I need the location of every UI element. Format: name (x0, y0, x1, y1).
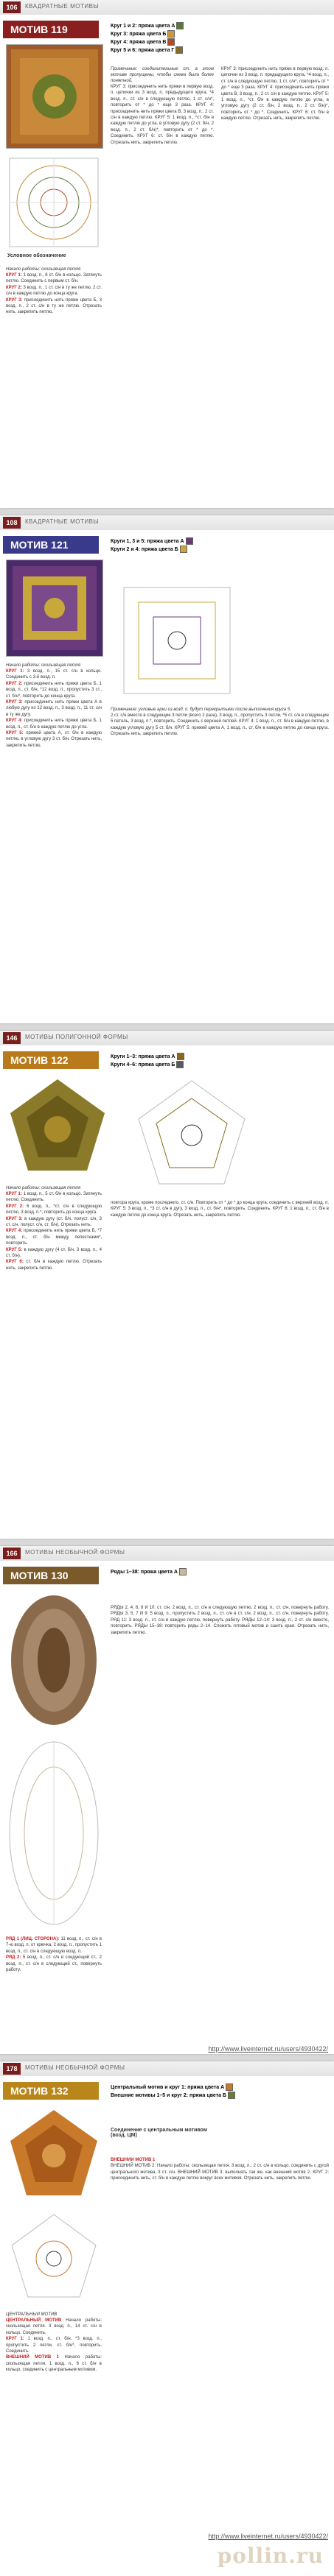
right-column (111, 707, 329, 1016)
section-title: МОТИВЫ ПОЛИГОННОЙ ФОРМЫ (25, 1034, 128, 1040)
watermark-link[interactable]: http://www.liveinternet.ru/users/4930422/ (208, 2533, 328, 2540)
swatch-label: Круги 1, 3 и 5: пряжа цвета А (111, 538, 184, 544)
yarn-swatches (111, 2083, 235, 2100)
motif-title: МОТИВ 132 (3, 2082, 99, 2100)
instructions-text: 2 ст. с/н вместе в следующие 3 петли (всего 2 раза), 3 возд. п., пропустить 3 петли, *5 ст. с/н в следующие 5 петель, 3 возд. п.*, повторить. Соединить с верхней петлей. КРУГ 4: 1 возд. п., ст. б/н в каждую петлю, в каждую угловую дугу 5 ст. б/н. КРУГ 5: пряжей цвета А, 1 возд. п., ст. б/н в каждую петлю до конца круга. Отрезать нить, закрепить петлю. (111, 713, 329, 737)
page-header (0, 0, 334, 15)
round-paragraph: КРУГ 3: присоединить нить пряжи цвета Б, 3 возд. п., 2 ст. с/н в ту же петлю. Отрезать нить, закрепить петлю. (6, 297, 102, 315)
round-paragraph: КРУГ 4: присоединить нить пряжи цвета Б, *7 возд. п., ст. б/н между лепестками*, повторить. (6, 1229, 102, 1246)
watermark-logo: pollin.ru (217, 2544, 324, 2568)
diagram-art (118, 582, 236, 699)
swatch-label: Круг 4: пряжа цвета В (111, 39, 167, 45)
round-paragraph: КРУГ 4: присоединить нить пряжи цвета Б, 1 возд. п., ст. б/н в каждую петлю до угла. (6, 719, 102, 730)
motif-photo (6, 560, 103, 657)
round-paragraph: КРУГ 2: присоединить нить пряжи цвета Б, 1 возд. п., ст. б/н, *12 возд. п., пропустить 3 ст., ст. б/н*, повторить до конца круга. (6, 681, 102, 699)
diagram-art (6, 155, 102, 250)
left-column (6, 1185, 102, 1531)
section-title: КВАДРАТНЫЕ МОТИВЫ (25, 3, 100, 10)
start-note: ЦЕНТРАЛЬНЫЙ МОТИВ (6, 2312, 58, 2317)
swatch-row (111, 537, 193, 546)
swatch-color (186, 537, 193, 545)
round-paragraph: КРУГ 5: в каждую дугу (4 ст. б/н, 3 возд. п., 4 ст. б/н). (6, 1247, 102, 1259)
instructions-text: КРУГ 3: присоединить нить пряжи в первую возд. п. цепочки из 3 возд. п. предыдущего круга, *4 возд. п., ст. с/н в следующую петлю, 1 ст. с/н*, повторить от * до * еще 3 раза. КРУГ 4: присоединить нить пряжи цвета В, 3 возд. п., 2 ст. с/н в каждую петлю. КРУГ 5: 1 возд. п., *ст. б/н в каждую петлю до угла, в угловую дугу (2 ст. б/н, 2 возд. п., 2 ст. б/н)*, повторить от * до *. Соединить. КРУГ 6: ст. б/н в каждую петлю. Отрезать нить, закрепить петлю. (221, 67, 329, 121)
swatch-label: Центральный мотив и круг 1: пряжа цвета А (111, 2084, 225, 2090)
left-column (6, 267, 102, 502)
swatch-color (177, 1053, 184, 1060)
start-note: Начало работы: скользящая петля (6, 1186, 81, 1190)
crochet-diagram (6, 2209, 102, 2304)
page-motif-130 (0, 1546, 334, 2054)
swatch-color (226, 2083, 233, 2091)
swatch-row (111, 1053, 184, 1061)
motif-photo-art (6, 1075, 109, 1178)
right-column (111, 66, 214, 501)
swatch-color (176, 1061, 184, 1068)
page-header (0, 515, 334, 530)
swatch-color (179, 1568, 187, 1575)
far-right-column (221, 66, 329, 501)
swatch-row (111, 2083, 235, 2092)
left-column (6, 1936, 102, 2047)
motif-photo (6, 1590, 102, 1730)
page-note: Примечание: соединительные ст. в этом мотиве пропущены, чтобы схема была более понятной. (111, 67, 214, 83)
swatch-row (111, 2092, 235, 2100)
page-number: 108 (3, 517, 21, 529)
swatch-color (167, 38, 175, 46)
yarn-swatches (111, 537, 193, 554)
motif-title: МОТИВ 130 (3, 1567, 99, 1584)
swatch-label: Круг 3: пряжа цвета Б (111, 31, 167, 37)
section-title: МОТИВЫ НЕОБЫЧНОЙ ФОРМЫ (25, 1549, 125, 1556)
left-column (6, 663, 102, 1016)
right-column (111, 1200, 329, 1531)
page-header (0, 2061, 334, 2076)
crochet-diagram (133, 1075, 251, 1193)
swatch-color (176, 22, 184, 29)
swatch-row (111, 38, 184, 46)
round-paragraph: КРУГ 2: 3 возд. п., 1 ст. с/н в ту же петлю, 2 ст. с/н в каждую петлю до конца круга. (6, 285, 102, 297)
right-column (111, 2157, 329, 2510)
legend-title: Соединение с центральным мотивом (возд. ЦМ) (111, 2128, 207, 2138)
page-number: 106 (3, 1, 21, 13)
swatch-label: Ряды 1–38: пряжа цвета А (111, 1569, 178, 1575)
right-column (111, 1605, 329, 2047)
swatch-color (228, 2092, 235, 2099)
swatch-row (111, 30, 184, 38)
legend-title: Условное обозначение (7, 253, 66, 258)
page-number: 166 (3, 1548, 21, 1559)
round-paragraph: КРУГ 3: в каждую дугу (ст. б/н, полуст. с/н, 3 ст. с/н, полуст. с/н, ст. б/н). Отрезать нить. (6, 1216, 102, 1228)
left-column (6, 2312, 102, 2518)
watermark-link[interactable]: http://www.liveinternet.ru/users/4930422/ (208, 2045, 328, 2053)
instructions-text: РЯДЫ 2, 4, 6, 8 И 10: ст. с/н, 2 возд. п., ст. с/н в следующую петлю, 2 возд. п., ст. с/н, повернуть работу. РЯДЫ 3, 5, 7 И 9: 5 возд. п., пропустить 2 возд. п., ст. с/н в ст. с/н, 2 возд. п., ст. с/н, повернуть работу. РЯД 11: 3 возд. п., ст. с/н в каждую петлю, повернуть работу. РЯДЫ 12–14: 3 возд. п., 2 ст. с/н вместе, повторить. РЯДЫ 15–38: повторить ряды 2–14. Сложить готовый мотив и сшить края. Отрезать нить, закрепить петлю. (111, 1606, 329, 1635)
start-note: Начало работы: скользящая петля (6, 663, 81, 668)
swatch-row (111, 546, 193, 554)
crochet-diagram (118, 582, 236, 699)
page-number: 178 (3, 2063, 21, 2075)
page-motif-132 (0, 2061, 334, 2576)
swatch-label: Круг 5 и 6: пряжа цвета Г (111, 47, 175, 53)
swatch-label: Круги 4–6: пряжа цвета Б (111, 1062, 175, 1068)
yarn-swatches (111, 22, 184, 54)
round-paragraph: КРУГ 1: 1 возд. п., 8 ст. б/н в кольцо. Затянуть петлю. Соединить с первым ст. б/н. (6, 273, 102, 284)
swatch-label: Круги 2 и 4: пряжа цвета Б (111, 546, 178, 552)
motif-photo (6, 44, 103, 149)
page-number: 146 (3, 1032, 21, 1044)
motif-photo (6, 2106, 102, 2201)
round-paragraph: ВНЕШНИЙ МОТИВ 1 Начало работы: скользящая петля. 1 возд. п., 6 ст. б/н в кольцо, соединить с центральным мотивом. (6, 2355, 102, 2373)
section-title: МОТИВЫ НЕОБЫЧНОЙ ФОРМЫ (25, 2064, 125, 2071)
swatch-row (111, 46, 184, 54)
crochet-diagram (6, 1737, 102, 1929)
yarn-swatches (111, 1568, 187, 1576)
legend-title: ВНЕШНИЙ МОТИВ 1 (111, 2158, 156, 2162)
round-paragraph: КРУГ 1: 1 возд. п., 5 ст. б/н в кольцо. Затянуть петлю. Соединить. (6, 1192, 102, 1203)
page-motif-119 (0, 0, 334, 508)
diagram-art (6, 1737, 102, 1929)
swatch-label: Круги 1–3: пряжа цвета А (111, 1054, 175, 1059)
motif-photo-art (7, 45, 102, 148)
round-paragraph: ЦЕНТРАЛЬНЫЙ МОТИВ Начало работы: скользящая петля. 3 возд. п., 14 ст. с/н в кольцо. Соединить. (6, 2318, 102, 2335)
page-header (0, 1031, 334, 1045)
swatch-color (167, 30, 175, 38)
motif-photo-art (6, 2106, 102, 2201)
instructions-text: повтора круга, кроме последнего, ст. с/н. Повторить от * до * до конца круга, соединить с верхней возд. п. КРУГ 5: 3 возд. п., *3 ст. с/н в дугу, 3 возд. п., ст. б/н*, повторить. Соединить. КРУГ 6: 1 возд. п., ст. б/н в каждую петлю до конца круга. Отрезать нить, закрепить петлю. (111, 1201, 329, 1218)
instructions-text: ВНЕШНИЙ МОТИВ 2: Начало работы: скользящая петля. 3 возд. п., 2 ст. с/н в кольцо, соединить с дугой центрального мотива, 3 ст. с/н. ВНЕШНИЙ МОТИВ 3: выполнять так же, как внешний мотив 2. КРУГ 2: присоединить нить, ст. б/н в каждую петлю вокруг всех мотивов. Отрезать нить, закрепить петлю. (111, 2164, 329, 2181)
swatch-row (111, 1568, 187, 1576)
round-paragraph: РЯД 2: 5 возд. п., ст. с/н в следующий ст., 2 возд. п., ст. с/н в следующий ст., повернуть работу. (6, 1955, 102, 1973)
page-motif-121 (0, 515, 334, 1023)
motif-title: МОТИВ 122 (3, 1051, 99, 1069)
swatch-color (180, 546, 187, 553)
round-paragraph: КРУГ 2: 6 возд. п., *ст. с/н в следующую петлю, 3 возд. п.*, повторить до конца круга. (6, 1204, 102, 1215)
yarn-swatches (111, 1053, 184, 1069)
swatch-label: Круг 1 и 2: пряжа цвета А (111, 23, 175, 29)
motif-photo-art (7, 560, 102, 656)
crochet-diagram (6, 155, 102, 250)
motif-title: МОТИВ 121 (3, 536, 99, 554)
swatch-row (111, 1061, 184, 1069)
round-paragraph: КРУГ 3: присоединить нить пряжи цвета А в любую дугу из 12 возд. п., 3 возд. п., 11 ст. с/н в ту же дугу. (6, 700, 102, 717)
round-paragraph: КРУГ 6: ст. б/н в каждую петлю. Отрезать нить, закрепить петлю. (6, 1260, 102, 1271)
round-paragraph: КРУГ 1: 3 возд. п., 15 ст. с/н в кольцо. Соединить с 3-й возд. п. (6, 669, 102, 680)
motif-photo-art (6, 1590, 102, 1730)
swatch-row (111, 22, 184, 30)
page-motif-122 (0, 1031, 334, 1539)
round-paragraph: КРУГ 5: пряжей цвета А, ст. б/н в каждую петлю, в угловую дугу 3 ст. б/н. Отрезать нить, закрепить петлю. (6, 731, 102, 748)
page-header (0, 1546, 334, 1561)
page-note: Примечание: угловые арки из возд. п. будут перекрытыми после выполнения круга 5. (111, 707, 291, 712)
round-paragraph: КРУГ 1: 1 возд. п., ст. б/н, *3 возд. п., пропустить 2 петли, ст. б/н*, повторить. Соединить. (6, 2337, 102, 2354)
motif-photo (6, 1075, 109, 1178)
motif-title: МОТИВ 119 (3, 21, 99, 38)
round-paragraph: РЯД 1 (ЛИЦ. СТОРОНА): 11 возд. п., ст. с/н в 7-ю возд. п. от крючка, 2 возд. п., пропустить 1 возд. п., ст. с/н в следующую возд. п. (6, 1937, 102, 1954)
diagram-art (133, 1075, 251, 1193)
swatch-color (175, 46, 183, 54)
section-title: КВАДРАТНЫЕ МОТИВЫ (25, 518, 100, 525)
start-note: Начало работы: скользящая петля (6, 267, 81, 272)
instructions-text: КРУГ 3: присоединить нить пряжи в первую возд. п. цепочки из 3 возд. п. предыдущего круга, *4 возд. п., ст. с/н в следующую петлю, 1 ст. с/н*, повторить от * до * еще 3 раза. КРУГ 4: присоединить нить пряжи цвета В, 3 возд. п., 2 ст. с/н в каждую петлю. КРУГ 5: 1 возд. п., *ст. б/н в каждую петлю до угла, в угловую дугу (2 ст. б/н, 2 возд. п., 2 ст. б/н)*, повторить от * до *. Соединить. КРУГ 6: ст. б/н в каждую петлю. Отрезать нить, закрепить петлю. (111, 85, 214, 145)
swatch-label: Внешние мотивы 1–5 и круг 2: пряжа цвета Б (111, 2092, 227, 2098)
diagram-art (6, 2209, 102, 2304)
